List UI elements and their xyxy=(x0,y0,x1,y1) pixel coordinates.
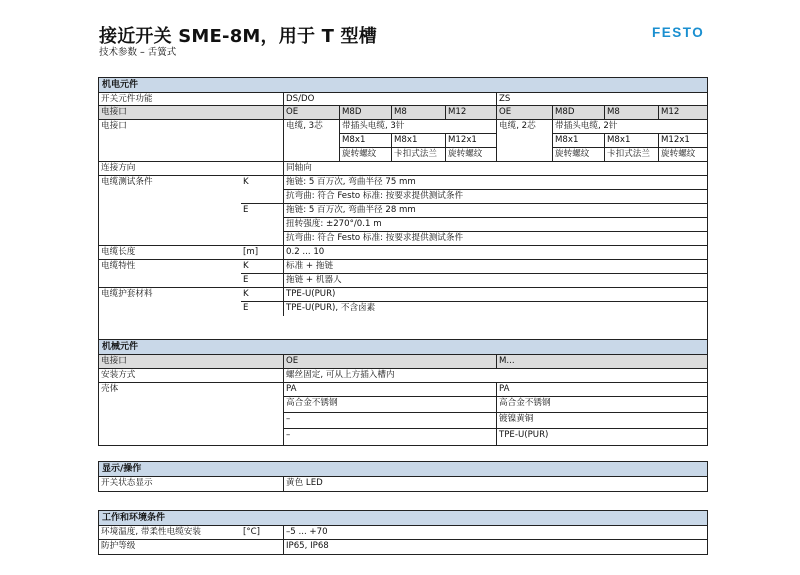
value-cell: – xyxy=(283,429,496,445)
value-cell: 抗弯曲: 符合 Festo 标准: 按要求提供测试条件 xyxy=(283,190,707,204)
thread-cell: M8x1 xyxy=(339,134,391,148)
k-cell: K xyxy=(241,260,283,274)
e-cell: E xyxy=(243,303,249,313)
section-heading: 显示/操作 xyxy=(99,462,707,477)
value-cell: 标准 + 拖链 xyxy=(283,260,707,274)
value-cell: TPE-U(PUR) xyxy=(283,288,707,302)
k-cell: K xyxy=(241,288,283,302)
label-cell: 环境温度, 带柔性电缆安装 xyxy=(99,526,241,540)
value-cell: 同轴向 xyxy=(283,162,707,176)
code-cell: M8D xyxy=(552,106,604,120)
lock-cell: 旋转螺纹 xyxy=(552,148,604,162)
value-cell: 扭转强度: ±270°/0.1 m xyxy=(283,218,707,232)
value-cell: –5 ... +70 xyxy=(283,526,707,540)
code-cell: M8 xyxy=(391,106,445,120)
value-cell: – xyxy=(283,413,496,429)
value-cell: 带插头电缆, 2针 xyxy=(552,120,707,134)
lock-cell: 卡扣式法兰 xyxy=(391,148,445,162)
label-cell: 电接口 xyxy=(99,120,283,162)
label-cell: 连接方向 xyxy=(99,162,283,176)
value-cell: 高合金不锈钢 xyxy=(283,397,496,413)
section-heading: 机械元件 xyxy=(99,340,707,355)
value-cell: TPE-U(PUR), 不含卤素 xyxy=(283,302,707,316)
label-cell: 壳体 xyxy=(101,384,119,394)
page-title: 接近开关 SME-8M，用于 T 型槽 xyxy=(99,26,377,47)
label-cell: 电接口 xyxy=(99,355,283,369)
value-cell: 高合金不锈钢 xyxy=(496,397,707,413)
environment-section xyxy=(98,510,708,555)
value-cell: 拖链: 5 百万次, 弯曲半径 75 mm xyxy=(283,176,707,190)
section-heading: 工作和环境条件 xyxy=(99,511,707,526)
lock-cell: 旋转螺纹 xyxy=(445,148,496,162)
code-cell: M8 xyxy=(604,106,658,120)
value-cell: TPE-U(PUR) xyxy=(496,429,707,445)
environment-table xyxy=(99,526,707,554)
value-cell: PA xyxy=(496,383,707,397)
display-section xyxy=(98,461,708,492)
unit-cell: [m] xyxy=(241,246,283,260)
code-cell: M8D xyxy=(339,106,391,120)
e-cell: E xyxy=(241,274,283,288)
thread-cell: M8x1 xyxy=(391,134,445,148)
thread-cell: M8x1 xyxy=(552,134,604,148)
value-cell: ZS xyxy=(496,93,707,106)
value-cell: 拖链: 5 百万次, 弯曲半径 28 mm xyxy=(283,204,707,218)
value-cell: PA xyxy=(283,383,496,397)
value-cell: 电缆, 3芯 xyxy=(283,120,339,162)
lock-cell: 旋转螺纹 xyxy=(339,148,391,162)
value-cell: 镀镍黄铜 xyxy=(496,413,707,429)
code-cell: M12 xyxy=(658,106,707,120)
code-cell: M12 xyxy=(445,106,496,120)
e-cell: E xyxy=(241,204,283,246)
value-cell: 拖链 + 机器人 xyxy=(283,274,707,288)
label-cell: 电缆特性 xyxy=(99,260,241,288)
label-cell: 电缆护套材料 xyxy=(101,289,153,299)
electrical-section xyxy=(98,77,708,343)
electrical-table xyxy=(99,93,707,342)
value-cell: 电缆, 2芯 xyxy=(496,120,552,162)
code-cell: M... xyxy=(496,355,707,369)
label-cell: 电缆长度 xyxy=(99,246,241,260)
label-cell: 开关元件功能 xyxy=(99,93,283,106)
code-cell: OE xyxy=(496,106,552,120)
mechanical-section xyxy=(98,339,708,446)
label-cell: 开关状态显示 xyxy=(101,478,153,488)
value-cell: 0.2 ... 10 xyxy=(283,246,707,260)
value-cell: 抗弯曲: 符合 Festo 标准: 按要求提供测试条件 xyxy=(283,232,707,246)
thread-cell: M12x1 xyxy=(445,134,496,148)
mechanical-table xyxy=(99,355,707,445)
label-cell: 防护等级 xyxy=(101,541,136,551)
value-cell: 螺丝固定, 可从上方插入槽内 xyxy=(283,369,707,383)
festo-logo: FESTO xyxy=(652,25,705,40)
thread-cell: M12x1 xyxy=(658,134,707,148)
label-cell: 安装方式 xyxy=(99,369,283,383)
thread-cell: M8x1 xyxy=(604,134,658,148)
value-cell: DS/DO xyxy=(283,93,496,106)
label-cell: 电缆测试条件 xyxy=(99,176,241,246)
unit-cell: [°C] xyxy=(241,526,283,540)
lock-cell: 卡扣式法兰 xyxy=(604,148,658,162)
page-subtitle: 技术参数 – 舌簧式 xyxy=(99,47,177,58)
label-cell: 电接口 xyxy=(99,106,283,120)
k-cell: K xyxy=(241,176,283,204)
section-heading: 机电元件 xyxy=(99,78,707,93)
code-cell: OE xyxy=(283,106,339,120)
lock-cell: 旋转螺纹 xyxy=(658,148,707,162)
code-cell: OE xyxy=(283,355,496,369)
value-cell: 黄色 LED xyxy=(283,477,707,491)
value-cell: IP65, IP68 xyxy=(283,540,707,554)
value-cell: 带插头电缆, 3针 xyxy=(339,120,496,134)
display-table xyxy=(99,477,707,491)
